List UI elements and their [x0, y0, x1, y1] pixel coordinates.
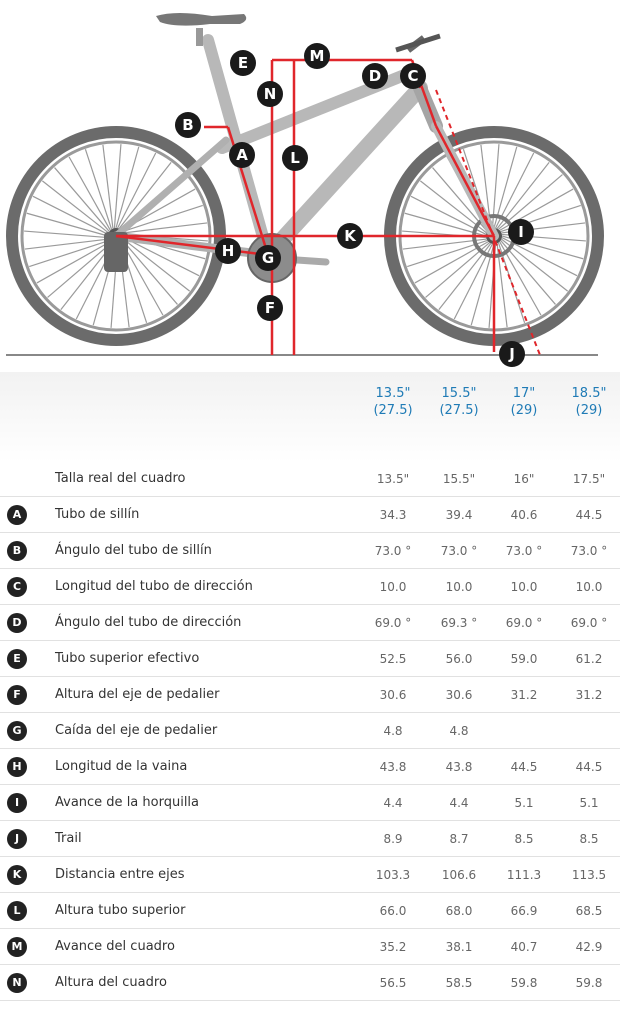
- table-cell: 43.8: [379, 760, 407, 774]
- table-cell: 111.3: [506, 868, 542, 882]
- table-cell: 39.4: [445, 508, 473, 522]
- table-cell: 5.1: [514, 796, 534, 810]
- table-row: [0, 785, 620, 821]
- marker-m-label: M: [309, 47, 325, 65]
- row-label: Avance del cuadro: [55, 939, 175, 954]
- row-label: Distancia entre ejes: [55, 867, 185, 882]
- table-cell: 13.5": [376, 472, 410, 486]
- table-row: [0, 713, 620, 749]
- marker-g-label: G: [261, 249, 275, 267]
- saddle: [156, 13, 246, 26]
- row-label: Trail: [55, 831, 82, 846]
- table-cell: 103.3: [375, 868, 411, 882]
- row-label: Talla real del cuadro: [55, 471, 186, 486]
- table-cell: 31.2: [510, 688, 538, 702]
- table-cell: 52.5: [379, 652, 407, 666]
- marker-e-label: E: [237, 54, 249, 72]
- table-cell: 69.0 °: [505, 616, 543, 630]
- table-cell: 10.0: [575, 580, 603, 594]
- table-cell: 73.0 °: [374, 544, 412, 558]
- table-cell: 5.1: [579, 796, 599, 810]
- row-label: Altura del cuadro: [55, 975, 167, 990]
- table-row: [0, 965, 620, 1001]
- row-letter-badge: N: [7, 973, 27, 993]
- row-letter-badge: B: [7, 541, 27, 561]
- table-cell: 34.3: [379, 508, 407, 522]
- table-cell: 73.0 °: [505, 544, 543, 558]
- table-row: [0, 929, 620, 965]
- table-row: [0, 821, 620, 857]
- table-cell: 106.6: [441, 868, 477, 882]
- marker-j-label: J: [509, 345, 515, 363]
- wheel-size-label: (27.5): [373, 403, 413, 418]
- table-row: [0, 461, 620, 497]
- table-cell: 73.0 °: [440, 544, 478, 558]
- size-label: 15.5": [441, 386, 477, 401]
- marker-b-label: B: [182, 116, 194, 134]
- table-cell: 66.9: [510, 904, 538, 918]
- table-cell: 44.5: [510, 760, 538, 774]
- table-row: [0, 749, 620, 785]
- row-letter-badge: M: [7, 937, 27, 957]
- table-cell: 59.8: [510, 976, 538, 990]
- row-letter-badge: F: [7, 685, 27, 705]
- row-label: Tubo de sillín: [55, 507, 140, 522]
- row-letter-badge: K: [7, 865, 27, 885]
- table-cell: 61.2: [575, 652, 603, 666]
- table-cell: 40.6: [510, 508, 538, 522]
- table-cell: 10.0: [510, 580, 538, 594]
- table-cell: 66.0: [379, 904, 407, 918]
- table-cell: 59.0: [510, 652, 538, 666]
- row-label: Tubo superior efectivo: [55, 651, 200, 666]
- table-cell: 73.0 °: [570, 544, 608, 558]
- table-row: [0, 857, 620, 893]
- marker-i-label: I: [518, 223, 524, 241]
- row-letter-badge: E: [7, 649, 27, 669]
- row-letter-badge: H: [7, 757, 27, 777]
- table-cell: 68.0: [445, 904, 473, 918]
- marker-h-label: H: [221, 242, 235, 260]
- wheel-size-label: (27.5): [439, 403, 479, 418]
- table-cell: 8.7: [449, 832, 469, 846]
- table-cell: 69.0 °: [374, 616, 412, 630]
- bike-geometry-diagram: [0, 0, 620, 372]
- size-column-header: [424, 385, 494, 419]
- table-row: [0, 569, 620, 605]
- marker-d-label: D: [368, 67, 382, 85]
- row-letter-badge: C: [7, 577, 27, 597]
- table-cell: 35.2: [379, 940, 407, 954]
- table-cell: 4.4: [449, 796, 469, 810]
- row-label: Ángulo del tubo de sillín: [55, 543, 212, 558]
- table-row: [0, 533, 620, 569]
- size-label: 13.5": [375, 386, 411, 401]
- row-label: Longitud del tubo de dirección: [55, 579, 253, 594]
- row-label: Altura del eje de pedalier: [55, 687, 220, 702]
- table-row: [0, 641, 620, 677]
- row-label: Caída del eje de pedalier: [55, 723, 218, 738]
- table-cell: 8.5: [579, 832, 599, 846]
- table-cell: 56.0: [445, 652, 473, 666]
- table-row: [0, 893, 620, 929]
- table-cell: 10.0: [379, 580, 407, 594]
- table-cell: 15.5": [442, 472, 476, 486]
- row-letter-badge: J: [7, 829, 27, 849]
- row-letter-badge: A: [7, 505, 27, 525]
- marker-n-label: N: [263, 85, 277, 103]
- table-cell: 4.8: [383, 724, 403, 738]
- table-cell: 4.4: [383, 796, 403, 810]
- size-column-header: [489, 385, 559, 419]
- table-row: [0, 497, 620, 533]
- table-cell: 17.5": [572, 472, 606, 486]
- size-column-header: [358, 385, 428, 419]
- marker-c-label: C: [407, 67, 419, 85]
- wheel-size-label: (29): [575, 403, 603, 418]
- table-cell: 42.9: [575, 940, 603, 954]
- table-cell: 68.5: [575, 904, 603, 918]
- table-cell: 40.7: [510, 940, 538, 954]
- marker-k-label: K: [344, 227, 356, 245]
- wheel-size-label: (29): [510, 403, 538, 418]
- table-cell: 56.5: [379, 976, 407, 990]
- table-cell: 8.5: [514, 832, 534, 846]
- table-cell: 58.5: [445, 976, 473, 990]
- table-cell: 44.5: [575, 760, 603, 774]
- size-label: 18.5": [571, 386, 607, 401]
- table-cell: 31.2: [575, 688, 603, 702]
- row-letter-badge: D: [7, 613, 27, 633]
- table-row: [0, 677, 620, 713]
- size-label: 17": [512, 386, 536, 401]
- marker-a-label: A: [236, 146, 248, 164]
- row-label: Avance de la horquilla: [55, 795, 200, 810]
- table-cell: 44.5: [575, 508, 603, 522]
- handlebar: [396, 36, 440, 50]
- table-row: [0, 605, 620, 641]
- table-cell: 8.9: [383, 832, 403, 846]
- marker-f-label: F: [264, 299, 276, 317]
- table-cell: 30.6: [445, 688, 473, 702]
- table-cell: 4.8: [449, 724, 469, 738]
- table-cell: 38.1: [445, 940, 473, 954]
- table-cell: 30.6: [379, 688, 407, 702]
- row-label: Altura tubo superior: [55, 903, 186, 918]
- table-cell: 16": [513, 472, 535, 486]
- table-cell: 69.0 °: [570, 616, 608, 630]
- row-label: Ángulo del tubo de dirección: [55, 615, 242, 630]
- table-cell: 43.8: [445, 760, 473, 774]
- seatpost: [196, 28, 203, 46]
- table-cell: 113.5: [571, 868, 607, 882]
- size-column-header: [554, 385, 620, 419]
- table-cell: 69.3 °: [440, 616, 478, 630]
- row-letter-badge: I: [7, 793, 27, 813]
- marker-l-label: L: [290, 149, 300, 167]
- table-cell: 59.8: [575, 976, 603, 990]
- row-letter-badge: L: [7, 901, 27, 921]
- table-cell: 10.0: [445, 580, 473, 594]
- row-letter-badge: G: [7, 721, 27, 741]
- row-label: Longitud de la vaina: [55, 759, 188, 774]
